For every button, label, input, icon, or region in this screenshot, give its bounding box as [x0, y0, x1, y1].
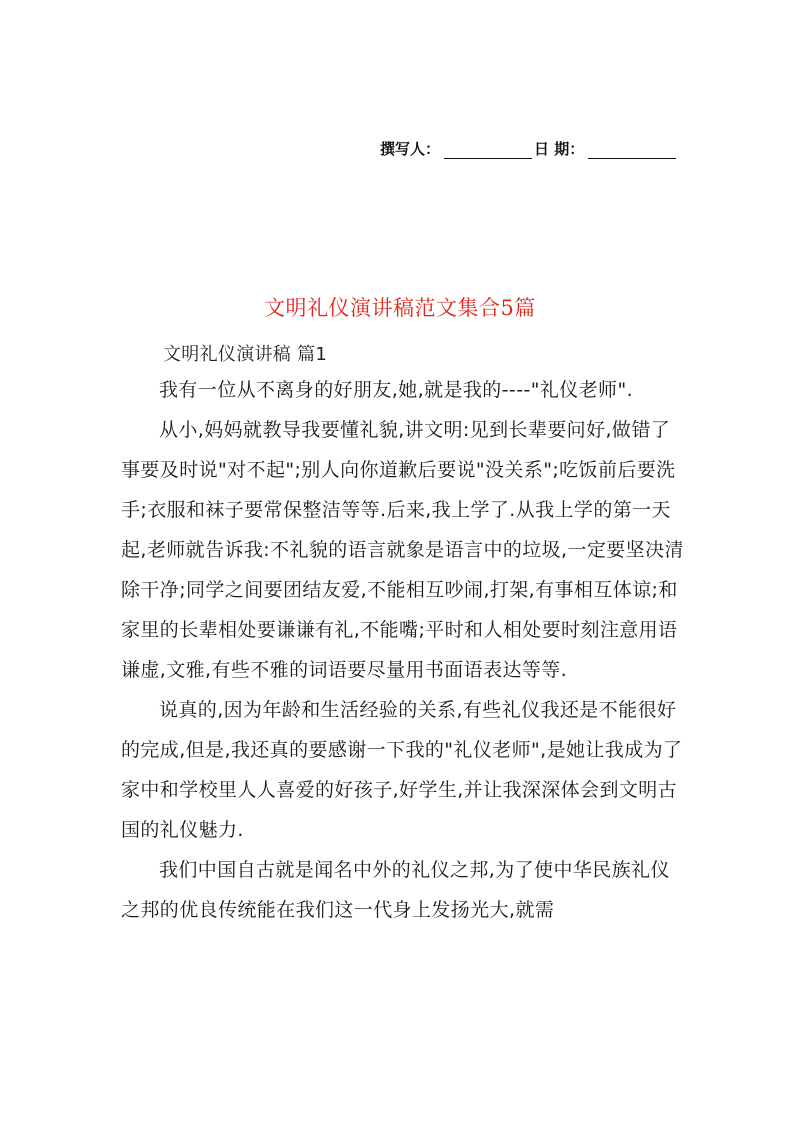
signature-row	[380, 138, 680, 164]
body-text	[121, 370, 687, 930]
document-title: 文明礼仪演讲稿范文集合5篇	[264, 296, 536, 320]
date-label: 日 期：	[534, 140, 585, 158]
author-label: 撰写人：	[380, 140, 441, 158]
paragraph: 从小,妈妈就教导我要懂礼貌,讲文明:见到长辈要问好,做错了事要及时说"对不起";别人向你道歉后要说"没关系";吃饭前后要洗手;衣服和袜子要常保整洁等等.后来,我上学了.从我上学的第一天起,老师就告诉我:不礼貌的语言就象是语言中的垃圾,一定要坚决清除干净;同学之间要团结友爱,不能相互吵闹,打架,有事相互体谅;和家里的长辈相处要谦谦有礼,不能嘴;平时和人相处要时刻注意用语谦虚,文雅,有些不雅的词语要尽量用书面语表达等等.	[121, 419, 684, 681]
paragraph: 说真的,因为年龄和生活经验的关系,有些礼仪我还是不能很好的完成,但是,我还真的要感谢一下我的"礼仪老师",是她让我成为了家中和学校里人人喜爱的好孩子,好学生,并让我深深体会到文明古国的礼仪魅力.	[121, 699, 683, 841]
paragraph: 我们中国自古就是闻名中外的礼仪之邦,为了使中华民族礼仪之邦的优良传统能在我们这一代身上发扬光大,就需	[121, 859, 670, 921]
paragraph: 我有一位从不离身的好朋友,她,就是我的----"礼仪老师".	[159, 379, 634, 401]
date-blank-line	[588, 140, 676, 159]
author-blank-line	[444, 140, 532, 159]
section-subtitle: 文明礼仪演讲稿 篇1	[163, 344, 328, 365]
